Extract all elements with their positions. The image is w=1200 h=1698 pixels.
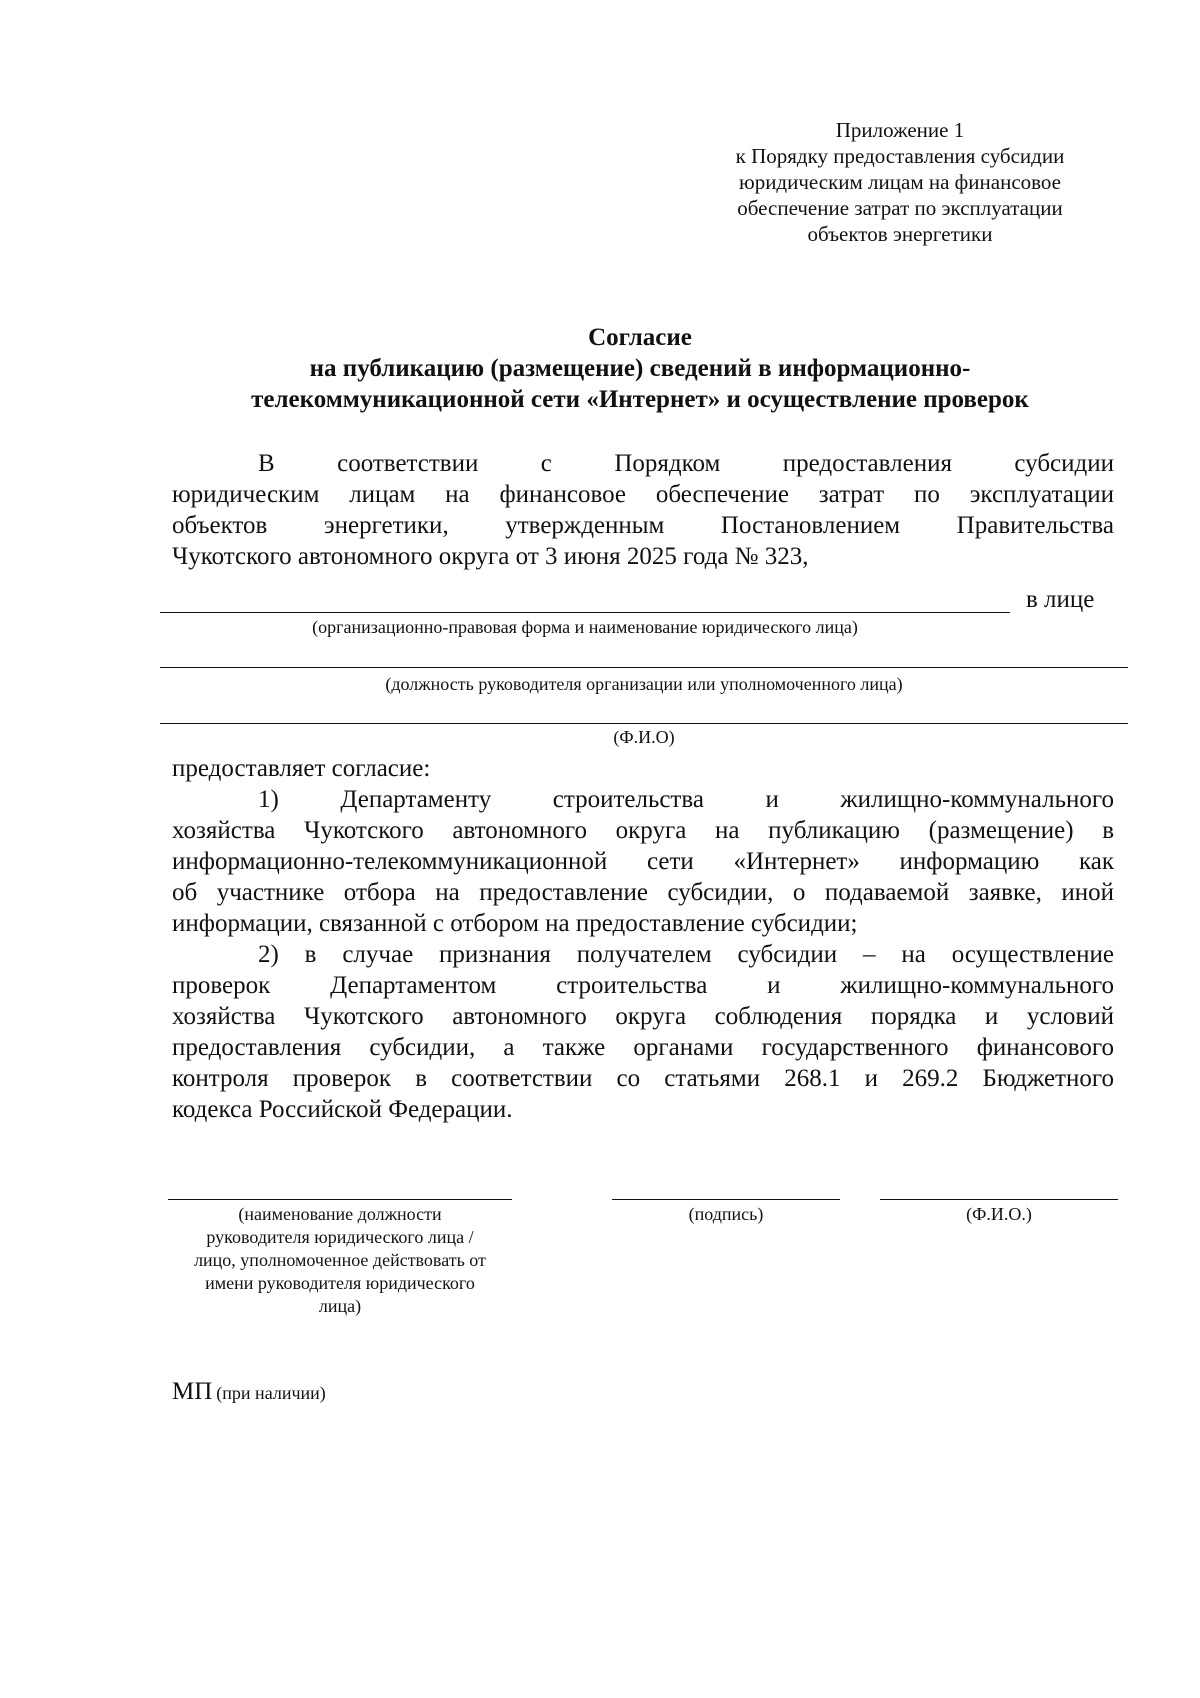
fio-field-line[interactable] <box>160 723 1128 724</box>
appendix-header <box>700 117 1100 247</box>
consent-item2-line: 2) в случае признания получателем субсидии – на осуществление <box>258 941 1114 968</box>
consent-item2-line: проверок Департаментом строительства и жилищно-коммунального <box>172 972 1114 999</box>
consent-lead: предоставляет согласие: <box>172 755 431 782</box>
title-line: телекоммуникационной сети «Интернет» и осуществление проверок <box>251 386 1029 413</box>
org-name-field-line[interactable] <box>160 612 1010 613</box>
appendix-line: объектов энергетики <box>807 222 993 246</box>
org-name-caption: (организационно-правовая форма и наименование юридического лица) <box>312 617 858 637</box>
consent-item1-line: об участнике отбора на предоставление субсидии, о подаваемой заявке, иной <box>172 879 1114 906</box>
title-line: на публикацию (размещение) сведений в информационно- <box>309 355 971 382</box>
consent-item2-line: хозяйства Чукотского автономного округа соблюдения порядка и условий <box>172 1003 1114 1030</box>
stamp-place <box>172 1378 326 1406</box>
intro-line: Чукотского автономного округа от 3 июня 2025 года № 323, <box>172 543 809 570</box>
caption-line: (наименование должности <box>238 1204 442 1224</box>
consent-item2-line: кодекса Российской Федерации. <box>172 1096 513 1123</box>
signature-position-line[interactable] <box>168 1199 512 1200</box>
position-caption: (должность руководителя организации или уполномоченного лица) <box>385 674 903 694</box>
consent-item1-line: информации, связанной с отбором на предоставление субсидии; <box>172 910 858 937</box>
intro-line: В соответствии с Порядком предоставления субсидии <box>258 450 1114 477</box>
consent-item1-line: информационно-телекоммуникационной сети «Интернет» информацию как <box>172 848 1114 875</box>
in-person-label: в лице <box>1026 586 1095 613</box>
consent-paragraph <box>172 753 1114 1125</box>
signature-fio-caption: (Ф.И.О.) <box>966 1204 1032 1224</box>
appendix-line: Приложение 1 <box>835 118 965 142</box>
caption-line: руководителя юридического лица / <box>206 1227 474 1247</box>
intro-paragraph <box>172 448 1114 572</box>
signature-sign-caption: (подпись) <box>688 1204 764 1224</box>
title-line: Согласие <box>588 324 692 351</box>
appendix-line: к Порядку предоставления субсидии <box>735 144 1065 168</box>
caption-line: имени руководителя юридического <box>205 1273 475 1293</box>
fio-caption: (Ф.И.О) <box>613 727 675 747</box>
stamp-mp-label: МП <box>172 1378 213 1405</box>
signature-position-caption <box>168 1203 512 1318</box>
stamp-note: (при наличии) <box>216 1383 326 1403</box>
consent-item2-line: контроля проверок в соответствии со статьями 268.1 и 269.2 Бюджетного <box>172 1065 1114 1092</box>
consent-item1-line: хозяйства Чукотского автономного округа на публикацию (размещение) в <box>172 817 1114 844</box>
consent-item1-line: 1) Департаменту строительства и жилищно-коммунального <box>258 786 1114 813</box>
intro-line: объектов энергетики, утвержденным Постановлением Правительства <box>172 512 1114 539</box>
document-title <box>170 322 1110 415</box>
appendix-line: юридическим лицам на финансовое <box>739 170 1061 194</box>
appendix-line: обеспечение затрат по эксплуатации <box>737 196 1063 220</box>
signature-sign-line[interactable] <box>612 1199 840 1200</box>
caption-line: лицо, уполномоченное действовать от <box>194 1250 486 1270</box>
caption-line: лица) <box>318 1296 362 1316</box>
signature-fio-line[interactable] <box>880 1199 1118 1200</box>
consent-item2-line: предоставления субсидии, а также органами государственного финансового <box>172 1034 1114 1061</box>
position-field-line[interactable] <box>160 667 1128 668</box>
intro-line: юридическим лицам на финансовое обеспечение затрат по эксплуатации <box>172 481 1114 508</box>
